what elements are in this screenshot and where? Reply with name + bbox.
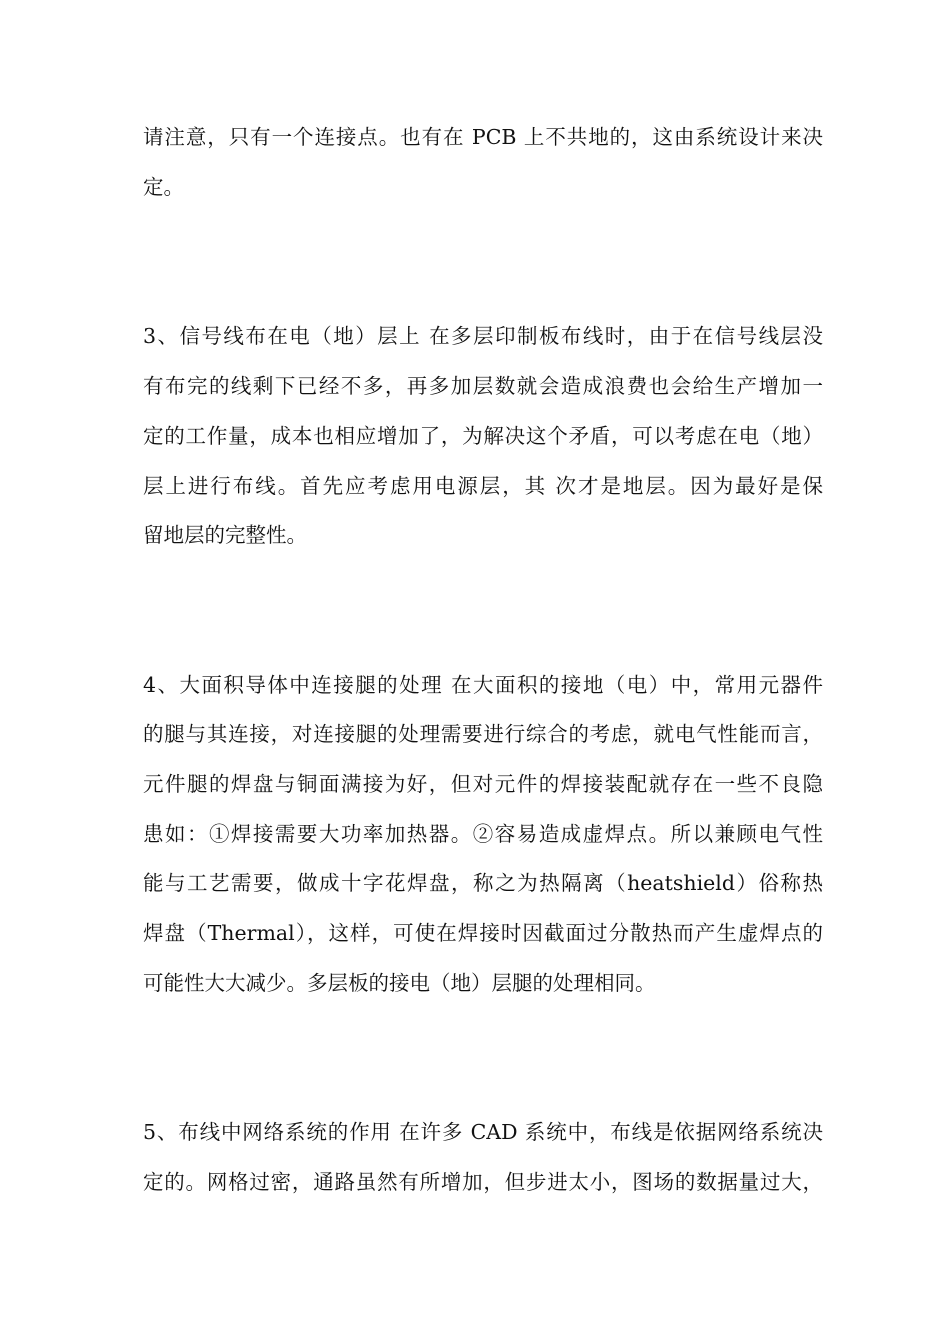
- paragraph-3-line-3: 元件腿的焊盘与铜面满接为好，但对元件的焊接装配就存在一些不良隐: [143, 772, 823, 796]
- paragraph-4-line-1: 5、布线中网络系统的作用 在许多 CAD 系统中，布线是依据网络系统决: [143, 1120, 823, 1144]
- paragraph-2-line-2: 有布完的线剩下已经不多，再多加层数就会造成浪费也会给生产增加一: [143, 374, 823, 398]
- paragraph-1-line-2: 定。: [143, 175, 184, 199]
- paragraph-2-line-3: 定的工作量，成本也相应增加了，为解决这个矛盾，可以考虑在电（地）: [143, 424, 823, 448]
- paragraph-3-line-1: 4、大面积导体中连接腿的处理 在大面积的接地（电）中，常用元器件: [143, 673, 823, 697]
- paragraph-3-line-7: 可能性大大减少。多层板的接电（地）层腿的处理相同。: [143, 971, 656, 995]
- paragraph-2-line-4: 层上进行布线。首先应考虑用电源层，其 次才是地层。因为最好是保: [143, 474, 823, 498]
- paragraph-4-line-2: 定的。网格过密，通路虽然有所增加，但步进太小，图场的数据量过大，: [143, 1170, 823, 1194]
- paragraph-2-line-5: 留地层的完整性。: [143, 523, 307, 547]
- paragraph-3-line-4: 患如：①焊接需要大功率加热器。②容易造成虚焊点。所以兼顾电气性: [143, 822, 823, 846]
- paragraph-2-line-1: 3、信号线布在电（地）层上 在多层印制板布线时，由于在信号线层没: [143, 324, 823, 348]
- paragraph-3-line-6: 焊盘（Thermal），这样，可使在焊接时因截面过分散热而产生虚焊点的: [143, 921, 823, 945]
- paragraph-1-line-1: 请注意，只有一个连接点。也有在 PCB 上不共地的，这由系统设计来决: [143, 125, 823, 149]
- paragraph-3-line-5: 能与工艺需要，做成十字花焊盘，称之为热隔离（heatshield）俗称热: [143, 871, 823, 895]
- paragraph-3-line-2: 的腿与其连接，对连接腿的处理需要进行综合的考虑，就电气性能而言，: [143, 722, 823, 746]
